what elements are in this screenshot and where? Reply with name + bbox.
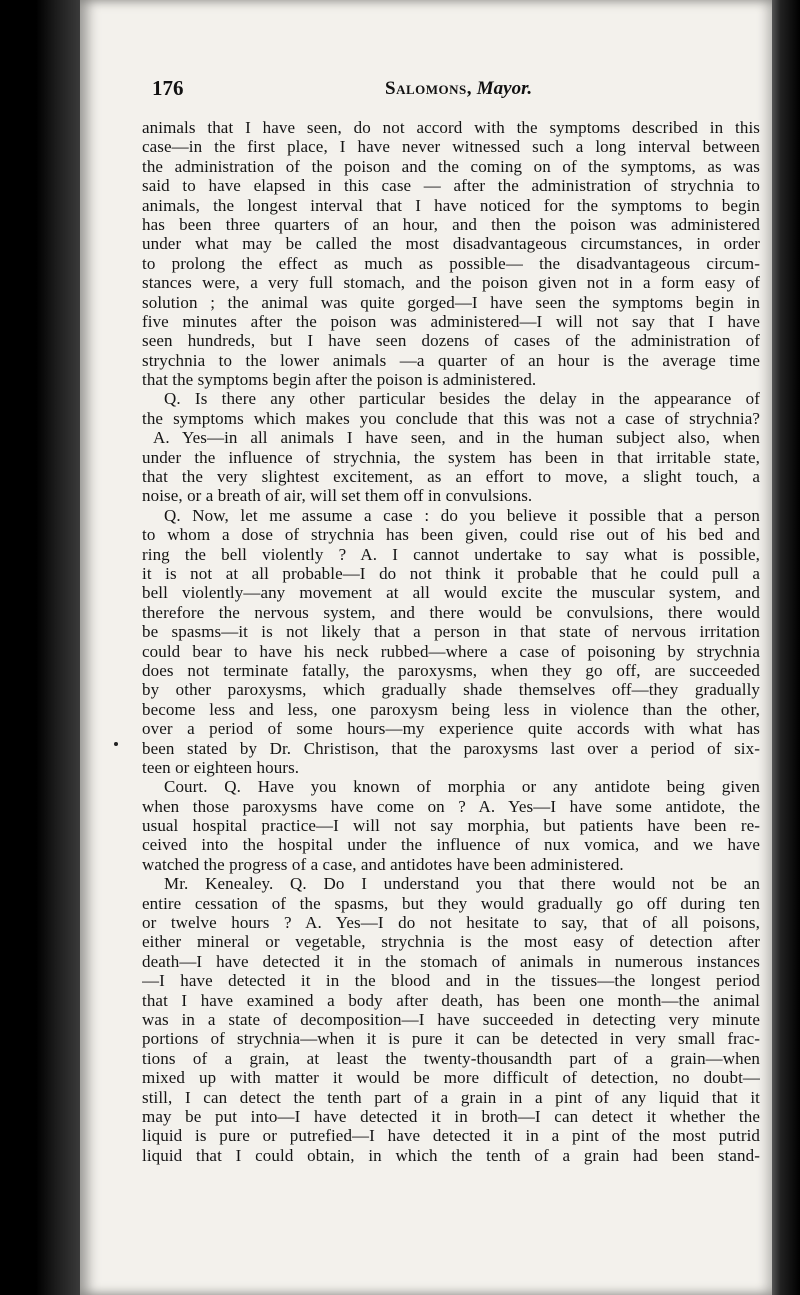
text-line: to prolong the effect as much as possible— the disadvantageous circum- (142, 253, 760, 273)
text-line: said to have elapsed in this case — after the administration of strychnia to (142, 176, 760, 196)
text-line: entire cessation of the spasms, but they would gradually go off during ten (142, 893, 760, 913)
text-line: or twelve hours ? A. Yes—I do not hesitate to say, that of all poisons, (142, 913, 760, 933)
text-line: the administration of the poison and the coming on of the symptoms, as was (142, 156, 760, 176)
page-edge-shadow (772, 0, 800, 1295)
text-line: could bear to have his neck rubbed—where a case of poisoning by strychnia (142, 641, 760, 661)
book-binding-shadow (0, 0, 80, 1295)
text-line: therefore the nervous system, and there would be convulsions, there would (142, 602, 760, 622)
text-line: A. Yes—in all animals I have seen, and in the human subject also, when (153, 428, 760, 448)
text-line: Q. Now, let me assume a case : do you believe it possible that a person (164, 505, 760, 525)
text-line: by other paroxysms, which gradually shade themselves off—they gradually (142, 680, 760, 700)
text-line: Q. Is there any other particular besides the delay in the appearance of (164, 389, 760, 409)
text-line: —I have detected it in the blood and in the tissues—the longest period (142, 971, 760, 991)
text-line: under what may be called the most disadvantageous circumstances, in order (142, 234, 760, 254)
text-line: that the symptoms begin after the poison is administered. (142, 370, 537, 390)
text-line: to whom a dose of strychnia has been given, could rise out of his bed and (142, 525, 760, 545)
text-line: that I have examined a body after death, has been one month—the animal (142, 990, 760, 1010)
text-line: bell violently—any movement at all would excite the muscular system, and (142, 583, 760, 603)
text-line: ceived into the hospital under the influence of nux vomica, and we have (142, 835, 760, 855)
text-line: liquid that I could obtain, in which the tenth of a grain had been stand- (142, 1145, 760, 1165)
running-head (385, 78, 532, 100)
text-line: animals, the longest interval that I have noticed for the symptoms to begin (142, 195, 760, 215)
text-line: usual hospital practice—I will not say morphia, but patients have been re- (142, 816, 760, 836)
text-line: either mineral or vegetable, strychnia is the most easy of detection after (142, 932, 760, 952)
text-line: watched the progress of a case, and antidotes have been administered. (142, 854, 624, 874)
text-line: still, I can detect the tenth part of a grain in a pint of any liquid that it (142, 1087, 760, 1107)
text-line: does not terminate fatally, the paroxysms, when they go off, are succeeded (142, 660, 760, 680)
text-line: seen hundreds, but I have seen dozens of cases of the administration of (142, 331, 760, 351)
text-line: under the influence of strychnia, the system has been in that irritable state, (142, 447, 760, 467)
text-line: ring the bell violently ? A. I cannot undertake to say what is possible, (142, 544, 760, 564)
text-line: Mr. Kenealey. Q. Do I understand you that there would not be an (164, 874, 760, 894)
text-line: been stated by Dr. Christison, that the paroxysms last over a period of six- (142, 738, 760, 758)
text-line: noise, or a breath of air, will set them off in convulsions. (142, 486, 533, 506)
text-line: animals that I have seen, do not accord with the symptoms described in this (142, 118, 760, 137)
text-line: has been three quarters of an hour, and then the poison was administered (142, 214, 760, 234)
text-line: was in a state of decomposition—I have succeeded in detecting very minute (142, 1009, 760, 1029)
text-line: five minutes after the poison was administered—I will not say that I have (142, 311, 760, 331)
text-line: liquid is pure or putrefied—I have detected it in a pint of the most putrid (142, 1126, 760, 1146)
text-line: Court. Q. Have you known of morphia or any antidote being given (164, 777, 760, 797)
text-line: the symptoms which makes you conclude that this was not a case of strychnia? (142, 408, 760, 428)
text-line: portions of strychnia—when it is pure it can be detected in very small frac- (142, 1029, 760, 1049)
page-number: 176 (152, 76, 184, 100)
text-line: teen or eighteen hours. (142, 757, 300, 777)
text-line: strychnia to the lower animals —a quarter of an hour is the average time (142, 350, 760, 370)
text-line: become less and less, one paroxysm being less in violence than the other, (142, 699, 760, 719)
text-line: stances were, a very full stomach, and the poison given not in a form easy of (142, 273, 760, 293)
page-header (152, 76, 692, 110)
text-line: tions of a grain, at least the twenty-thousandth part of a grain—when (142, 1048, 760, 1068)
text-line: be spasms—it is not likely that a person in that state of nervous irritation (142, 622, 760, 642)
text-line: death—I have detected it in the stomach of animals in numerous instances (142, 951, 760, 971)
text-line: that the very slightest excitement, as an effort to move, a slight touch, a (142, 467, 760, 487)
text-line: when those paroxysms have come on ? A. Yes—I have some antidote, the (142, 796, 760, 816)
ink-mark (114, 742, 118, 746)
text-line: it is not at all probable—I do not think it probable that he could pull a (142, 563, 760, 583)
text-line: over a period of some hours—my experience quite accords with what has (142, 719, 760, 739)
text-line: may be put into—I have detected it in broth—I can detect it whether the (142, 1106, 760, 1126)
text-line: case—in the first place, I have never witnessed such a long interval between (142, 137, 760, 157)
text-line: solution ; the animal was quite gorged—I have seen the symptoms begin in (142, 292, 760, 312)
running-head-title: Mayor. (476, 78, 533, 99)
body-text (142, 118, 760, 1165)
running-head-name: Salomons, (385, 78, 472, 99)
text-line: mixed up with matter it would be more difficult of detection, no doubt— (142, 1068, 760, 1088)
